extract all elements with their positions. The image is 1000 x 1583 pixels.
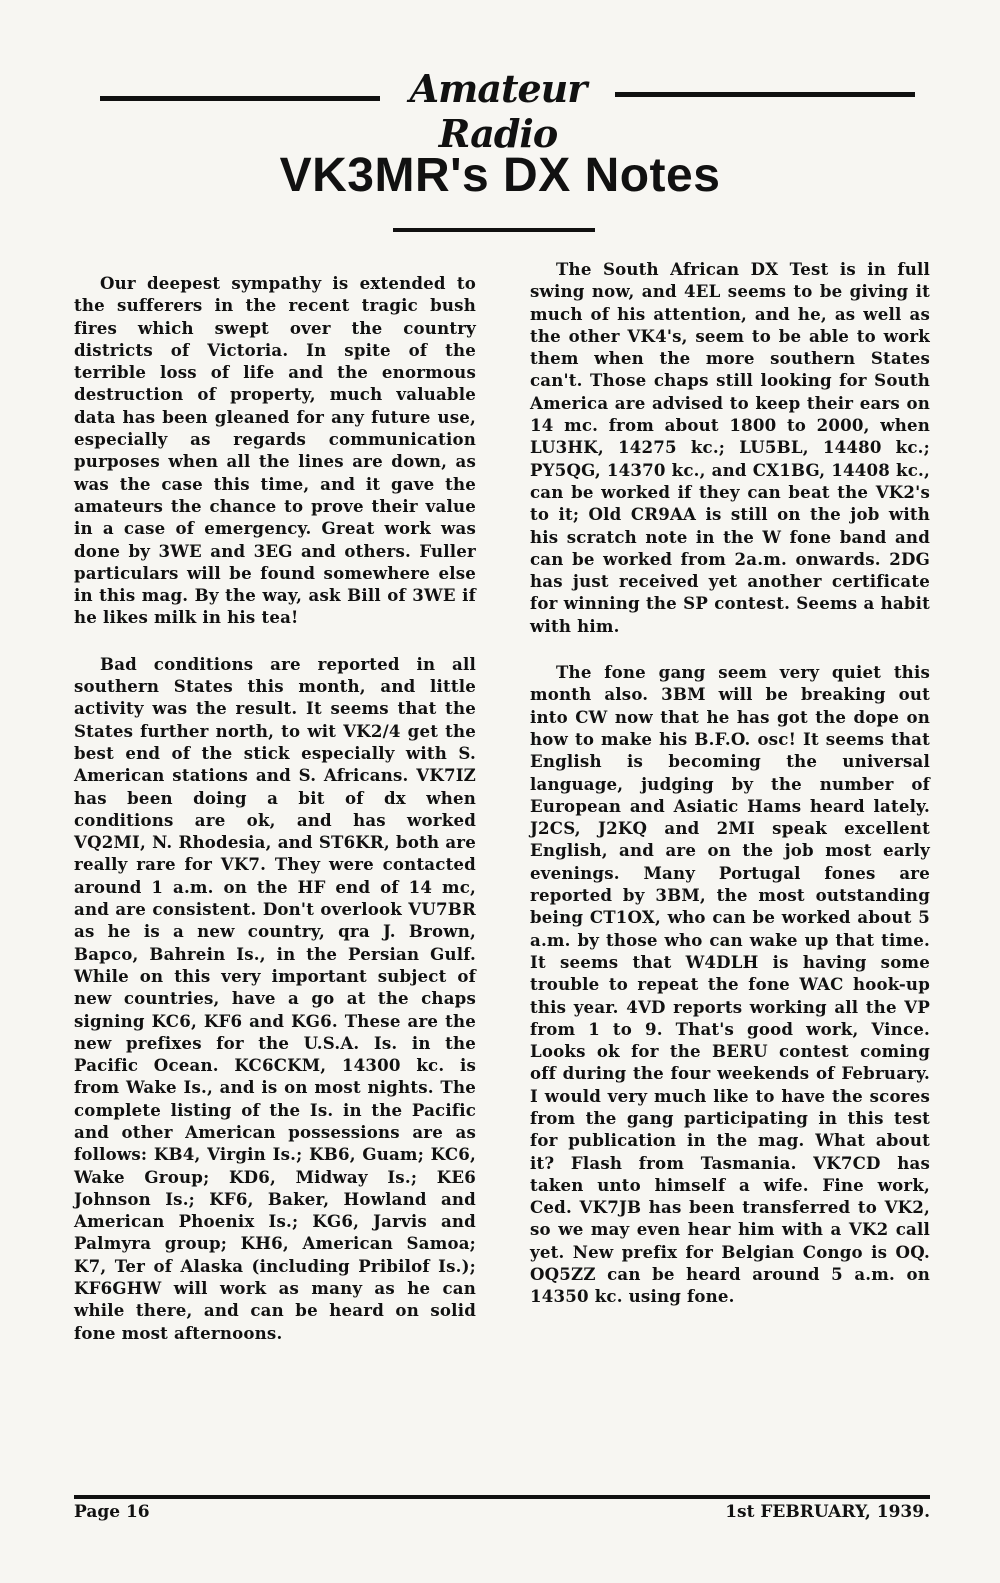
masthead-rule-left (100, 96, 380, 101)
paragraph-conditions: Bad conditions are reported in all southern States this month, and little activity was the result. It seems that the States further north, to wit VK2/4 get the best end of the stick especially with S. American stations and S. Africans. VK7IZ has been doing a bit of dx when conditions are ok, and has worked VQ2MI, N. Rhodesia, and ST6KR, both are really rare for VK7. They were contacted around 1 a.m. on the HF end of 14 mc, and are consistent. Don't overlook VU7BR as he is a new country, qra J. Brown, Bapco, Bahrein Is., in the Persian Gulf. While on this very important subject of new countries, have a go at the chaps signing KC6, KF6 and KG6. These are the new prefixes for the U.S.A. Is. in the Pacific Ocean. KC6CKM, 14300 kc. is from Wake Is., and is on most nights. The complete listing of the Is. in the Pacific and other American possessions are as follows: KB4, Virgin Is.; KB6, Guam; KC6, Wake Group; KD6, Midway Is.; KE6 Johnson Is.; KF6, Baker, Howland and American Phoenix Is.; KG6, Jarvis and Palmyra group; KH6, American Samoa; K7, Ter of Alaska (including Pribilof Is.); KF6GHW will work as many as he can while there, and can be heard on solid fone most afternoons. (74, 653, 476, 1343)
paragraph-fone-gang: The fone gang seem very quiet this month also. 3BM will be breaking out into CW now that he has got the dope on how to make his B.F.O. osc! It seems that English is becoming the universal language, judging by the number of European and Asiatic Hams heard lately. J2CS, J2KQ and 2MI speak excellent English, and are on the job most early evenings. Many Portugal fones are reported by 3BM, the most outstanding being CT1OX, who can be worked about 5 a.m. by those who can wake up that time. It seems that W4DLH is having some trouble to repeat the fone WAC hook-up this year. 4VD reports working all the VP from 1 to 9. That's good work, Vince. Looks ok for the BERU contest coming off during the four weekends of February. I would very much like to have the scores from the gang participating in this test for publication in the mag. What about it? Flash from Tasmania. VK7CD has taken unto himself a wife. Fine work, Ced. VK7JB has been transferred to VK2, so we may even hear him with a VK2 call yet. New prefix for Belgian Congo is OQ. OQ5ZZ can be heard around 5 a.m. on 14350 kc. using fone. (530, 662, 930, 1307)
page-number: Page 16 (74, 1502, 150, 1522)
title-underline (393, 228, 595, 232)
right-column (530, 258, 930, 1332)
paragraph-bushfires: Our deepest sympathy is extended to the sufferers in the recent tragic bush fires which swept over the country districts of Victoria. In spite of the terrible loss of life and the enormous destruction of property, much valuable data has been gleaned for any future use, especially as regards communication purposes when all the lines are down, as was the case this time, and it gave the amateurs the chance to prove their value in a case of emergency. Great work was done by 3WE and 3EG and others. Fuller particulars will be found somewhere else in this mag. By the way, ask Bill of 3WE if he likes milk in his tea! (74, 273, 476, 628)
masthead-rule-right (615, 92, 915, 97)
paragraph-south-african-test: The South African DX Test is in full swing now, and 4EL seems to be giving it much of his attention, and he, as well as the other VK4's, seem to be able to work them when the more southern States can't. Those chaps still looking for South America are advised to keep their ears on 14 mc. from about 1800 to 2000, when LU3HK, 14275 kc.; LU5BL, 14480 kc.; PY5QG, 14370 kc., and CX1BG, 14408 kc., can be worked if they can beat the VK2's to it; Old CR9AA is still on the job with his scratch note in the W fone band and can be worked from 2a.m. onwards. 2DG has just received yet another certificate for winning the SP contest. Seems a habit with him. (530, 259, 930, 636)
issue-date: 1st FEBRUARY, 1939. (725, 1502, 930, 1522)
left-column (74, 258, 476, 1368)
footer-rule (74, 1495, 930, 1499)
masthead (100, 66, 915, 156)
article-title: VK3MR's DX Notes (279, 149, 721, 202)
masthead-logo: Amateur Radio (409, 66, 587, 156)
